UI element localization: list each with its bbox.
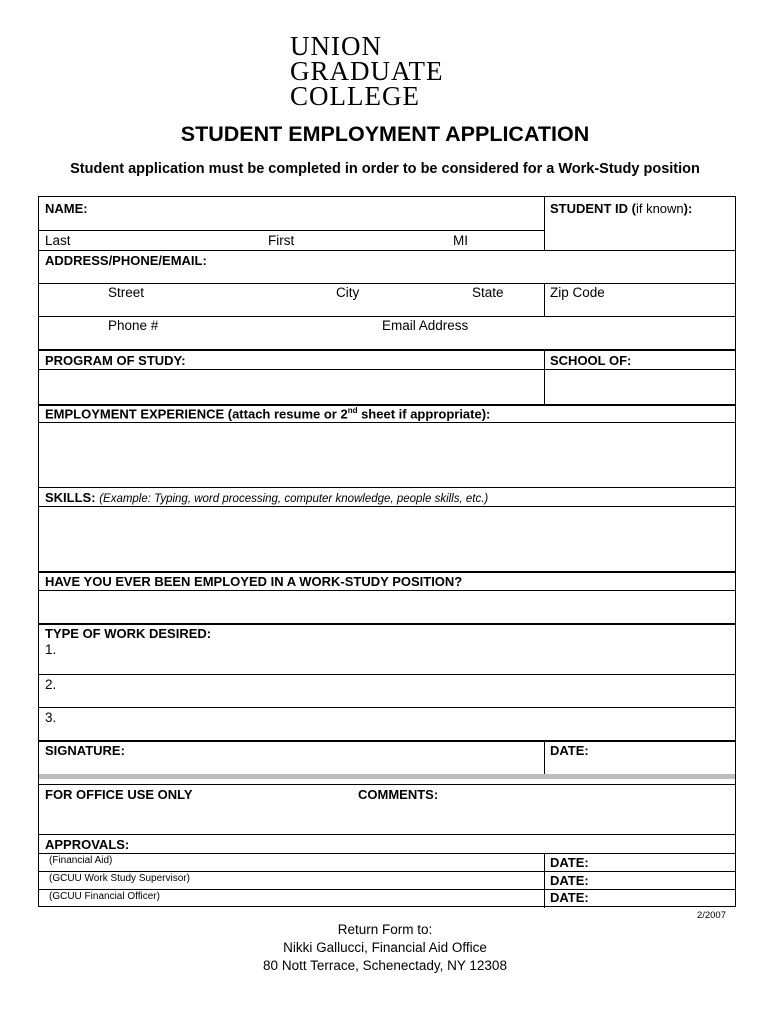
street-hint: Street	[108, 285, 145, 300]
divider	[39, 590, 735, 591]
approval-financial-officer: (GCUU Financial Officer)	[49, 891, 160, 902]
divider	[544, 349, 545, 404]
first-name-hint: First	[268, 233, 295, 248]
approval-supervisor: (GCUU Work Study Supervisor)	[49, 873, 190, 884]
approvals-label: APPROVALS:	[45, 837, 130, 852]
last-name-hint: Last	[45, 233, 71, 248]
return-line-1: Return Form to:	[337, 922, 433, 937]
divider	[39, 349, 735, 351]
divider	[39, 740, 735, 742]
skills-label: SKILLS: (Example: Typing, word processing, computer knowledge, people skills, etc.)	[45, 490, 489, 505]
zip-hint: Zip Code	[550, 285, 605, 300]
city-hint: City	[336, 285, 360, 300]
address-label: ADDRESS/PHONE/EMAIL:	[45, 253, 207, 268]
divider	[39, 674, 735, 675]
approval-date-1: DATE:	[550, 855, 589, 870]
divider	[39, 834, 735, 835]
email-hint: Email Address	[382, 318, 469, 333]
student-id-label: STUDENT ID (if known):	[550, 201, 693, 216]
logo-line-3: COLLEGE	[290, 81, 420, 111]
experience-label: EMPLOYMENT EXPERIENCE (attach resume or 2nd sheet if appropriate):	[45, 406, 491, 422]
page-subtitle: Student application must be completed in order to be considered for a Work-Study position	[70, 161, 700, 177]
comments-label: COMMENTS:	[358, 787, 439, 802]
form-version: 2/2007	[696, 910, 726, 921]
work-desired-item-1: 1.	[45, 642, 57, 657]
divider	[39, 571, 735, 573]
signature-label: SIGNATURE:	[45, 743, 125, 758]
approval-date-3: DATE:	[550, 890, 589, 905]
logo-line-2: GRADUATE	[290, 56, 444, 86]
divider	[39, 422, 735, 423]
office-use-label: FOR OFFICE USE ONLY	[45, 787, 193, 802]
application-form	[38, 196, 736, 907]
divider	[39, 283, 735, 284]
mi-hint: MI	[453, 233, 468, 248]
divider	[39, 784, 735, 785]
divider	[39, 774, 735, 779]
return-line-2: Nikki Gallucci, Financial Aid Office	[283, 940, 487, 955]
divider	[39, 230, 544, 231]
divider	[39, 853, 735, 854]
work-desired-item-2: 2.	[45, 677, 57, 692]
divider	[39, 707, 735, 708]
divider	[39, 316, 735, 317]
divider	[39, 623, 735, 625]
approval-date-2: DATE:	[550, 873, 589, 888]
work-desired-label: TYPE OF WORK DESIRED:	[45, 626, 212, 641]
divider	[544, 740, 545, 774]
name-label: NAME:	[45, 201, 88, 216]
program-label: PROGRAM OF STUDY:	[45, 353, 186, 368]
workstudy-label: HAVE YOU EVER BEEN EMPLOYED IN A WORK-STUDY POSITION?	[45, 574, 463, 589]
work-desired-item-3: 3.	[45, 710, 57, 725]
phone-hint: Phone #	[108, 318, 159, 333]
page-title: STUDENT EMPLOYMENT APPLICATION	[180, 122, 590, 146]
divider	[544, 853, 545, 908]
divider	[544, 283, 545, 316]
state-hint: State	[472, 285, 504, 300]
divider	[39, 369, 735, 370]
school-label: SCHOOL OF:	[550, 353, 632, 368]
return-line-3: 80 Nott Terrace, Schenectady, NY 12308	[263, 958, 507, 973]
college-logo	[290, 31, 444, 111]
divider	[544, 197, 545, 250]
logo-line-1: UNION	[290, 31, 382, 61]
signature-date-label: DATE:	[550, 743, 589, 758]
divider	[39, 250, 735, 251]
divider	[39, 506, 735, 507]
divider	[39, 487, 735, 488]
divider	[39, 871, 735, 872]
divider	[39, 889, 735, 890]
approval-financial-aid: (Financial Aid)	[49, 855, 113, 866]
